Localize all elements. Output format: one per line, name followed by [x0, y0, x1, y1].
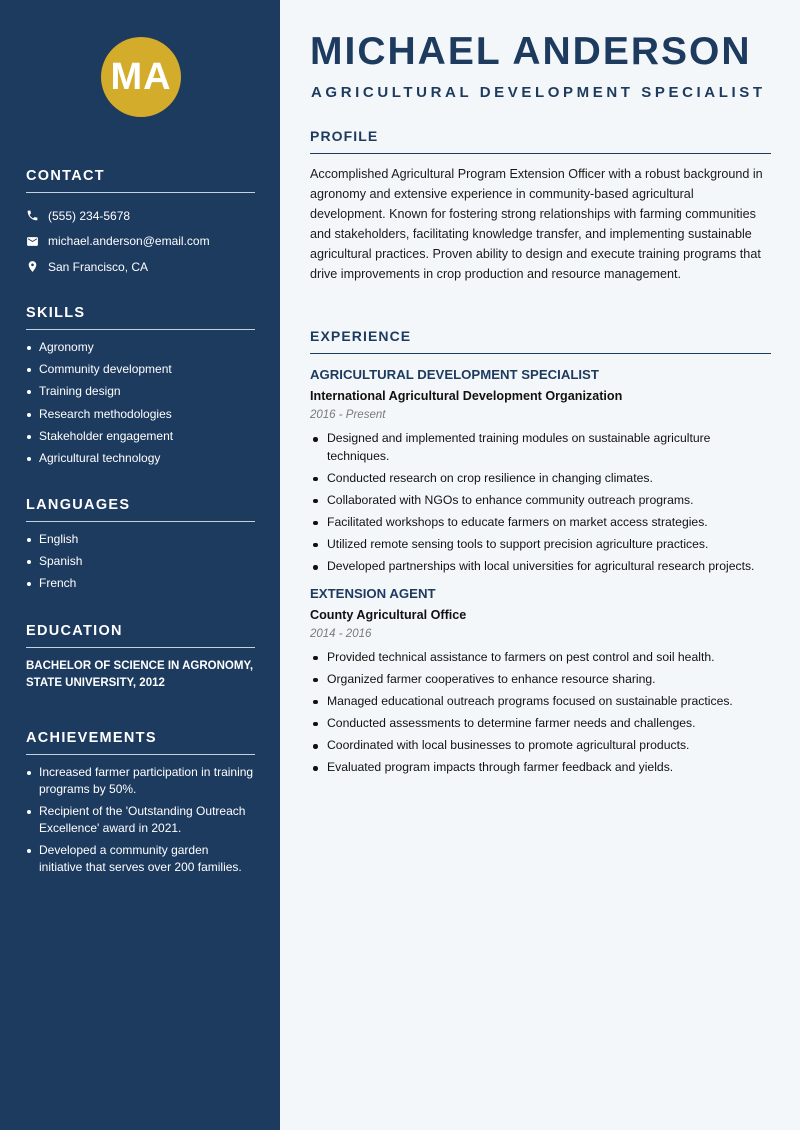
job-entry [310, 586, 771, 777]
experience-title: EXPERIENCE [310, 328, 771, 354]
job-bullet: Coordinated with local businesses to promote agricultural products. [310, 737, 771, 755]
job-bullet: Designed and implemented training modules on sustainable agriculture techniques. [310, 430, 771, 465]
sidebar [0, 0, 280, 1130]
job-entry [310, 367, 771, 576]
language-item: Spanish [26, 553, 255, 570]
language-item: French [26, 575, 255, 592]
experience-section [310, 328, 771, 781]
email-icon [26, 235, 39, 248]
profile-title: PROFILE [310, 128, 771, 154]
job-bullet: Provided technical assistance to farmers on pest control and soil health. [310, 649, 771, 667]
job-bullet: Evaluated program impacts through farmer feedback and yields. [310, 759, 771, 777]
contact-email[interactable] [26, 229, 255, 255]
job-bullet: Managed educational outreach programs focused on sustainable practices. [310, 693, 771, 711]
job-role: EXTENSION AGENT [310, 585, 436, 601]
achievements-title: ACHIEVEMENTS [26, 730, 255, 755]
profile-text: Accomplished Agricultural Program Extension Officer with a robust background in agronomy and extensive experience in community-based agricultural development. Known for fostering strong relationships with farming communities and stakeholders, facilitating knowledge transfer, and implementing sustainable agricultural practices. Proven ability to design and execute training programs that drive improvements in crop production and resource management. [310, 167, 763, 282]
achievements-list [26, 764, 255, 876]
job-bullet: Facilitated workshops to educate farmers on market access strategies. [310, 514, 771, 532]
skill-item: Training design [26, 383, 255, 400]
contact-section [26, 168, 255, 280]
skill-item: Community development [26, 361, 255, 378]
candidate-title: AGRICULTURAL DEVELOPMENT SPECIALIST [311, 84, 766, 101]
achievement-item: Recipient of the 'Outstanding Outreach Excellence' award in 2021. [26, 803, 255, 837]
skills-list [26, 339, 255, 467]
phone-icon [26, 209, 39, 222]
contact-title: CONTACT [26, 168, 255, 193]
skill-item: Agronomy [26, 339, 255, 356]
location-pin-icon [26, 260, 39, 273]
contact-phone[interactable] [26, 203, 255, 229]
contact-list [26, 203, 255, 280]
job-organization: International Agricultural Development Organization [310, 389, 623, 403]
job-dates: 2016 - Present [310, 409, 386, 421]
language-item: English [26, 531, 255, 548]
education-title: EDUCATION [26, 623, 255, 648]
job-organization: County Agricultural Office [310, 607, 467, 622]
education-text: BACHELOR OF SCIENCE IN AGRONOMY, STATE UNIVERSITY, 2012 [26, 660, 254, 689]
education-section [26, 623, 255, 692]
languages-title: LANGUAGES [26, 497, 255, 522]
job-bullet: Organized farmer cooperatives to enhance resource sharing. [310, 671, 771, 689]
location-text: San Francisco, CA [48, 259, 149, 274]
profile-section [310, 128, 771, 285]
skill-item: Stakeholder engagement [26, 428, 255, 445]
avatar: MA [101, 37, 181, 117]
email-text: michael.anderson@email.com [48, 234, 210, 249]
job-bullet: Utilized remote sensing tools to support precision agriculture practices. [310, 536, 771, 554]
skills-title: SKILLS [26, 305, 255, 330]
achievement-item: Developed a community garden initiative that serves over 200 families. [26, 842, 255, 876]
candidate-name: MICHAEL ANDERSON [310, 30, 752, 73]
skill-item: Research methodologies [26, 406, 255, 423]
job-dates: 2014 - 2016 [310, 627, 372, 640]
achievement-item: Increased farmer participation in training programs by 50%. [26, 764, 255, 798]
job-bullet: Developed partnerships with local universities for agricultural research projects. [310, 558, 771, 576]
job-bullets [310, 649, 771, 777]
job-bullets [310, 430, 771, 576]
languages-list [26, 531, 255, 592]
languages-section [26, 497, 255, 598]
skills-section [26, 305, 255, 472]
job-bullet: Conducted assessments to determine farmer needs and challenges. [310, 715, 771, 733]
achievements-section [26, 730, 255, 882]
phone-text: (555) 234-5678 [48, 208, 131, 223]
job-bullet: Collaborated with NGOs to enhance community outreach programs. [310, 492, 771, 510]
job-role: AGRICULTURAL DEVELOPMENT SPECIALIST [310, 367, 599, 382]
job-bullet: Conducted research on crop resilience in changing climates. [310, 470, 771, 488]
contact-location [26, 254, 255, 280]
skill-item: Agricultural technology [26, 450, 255, 467]
